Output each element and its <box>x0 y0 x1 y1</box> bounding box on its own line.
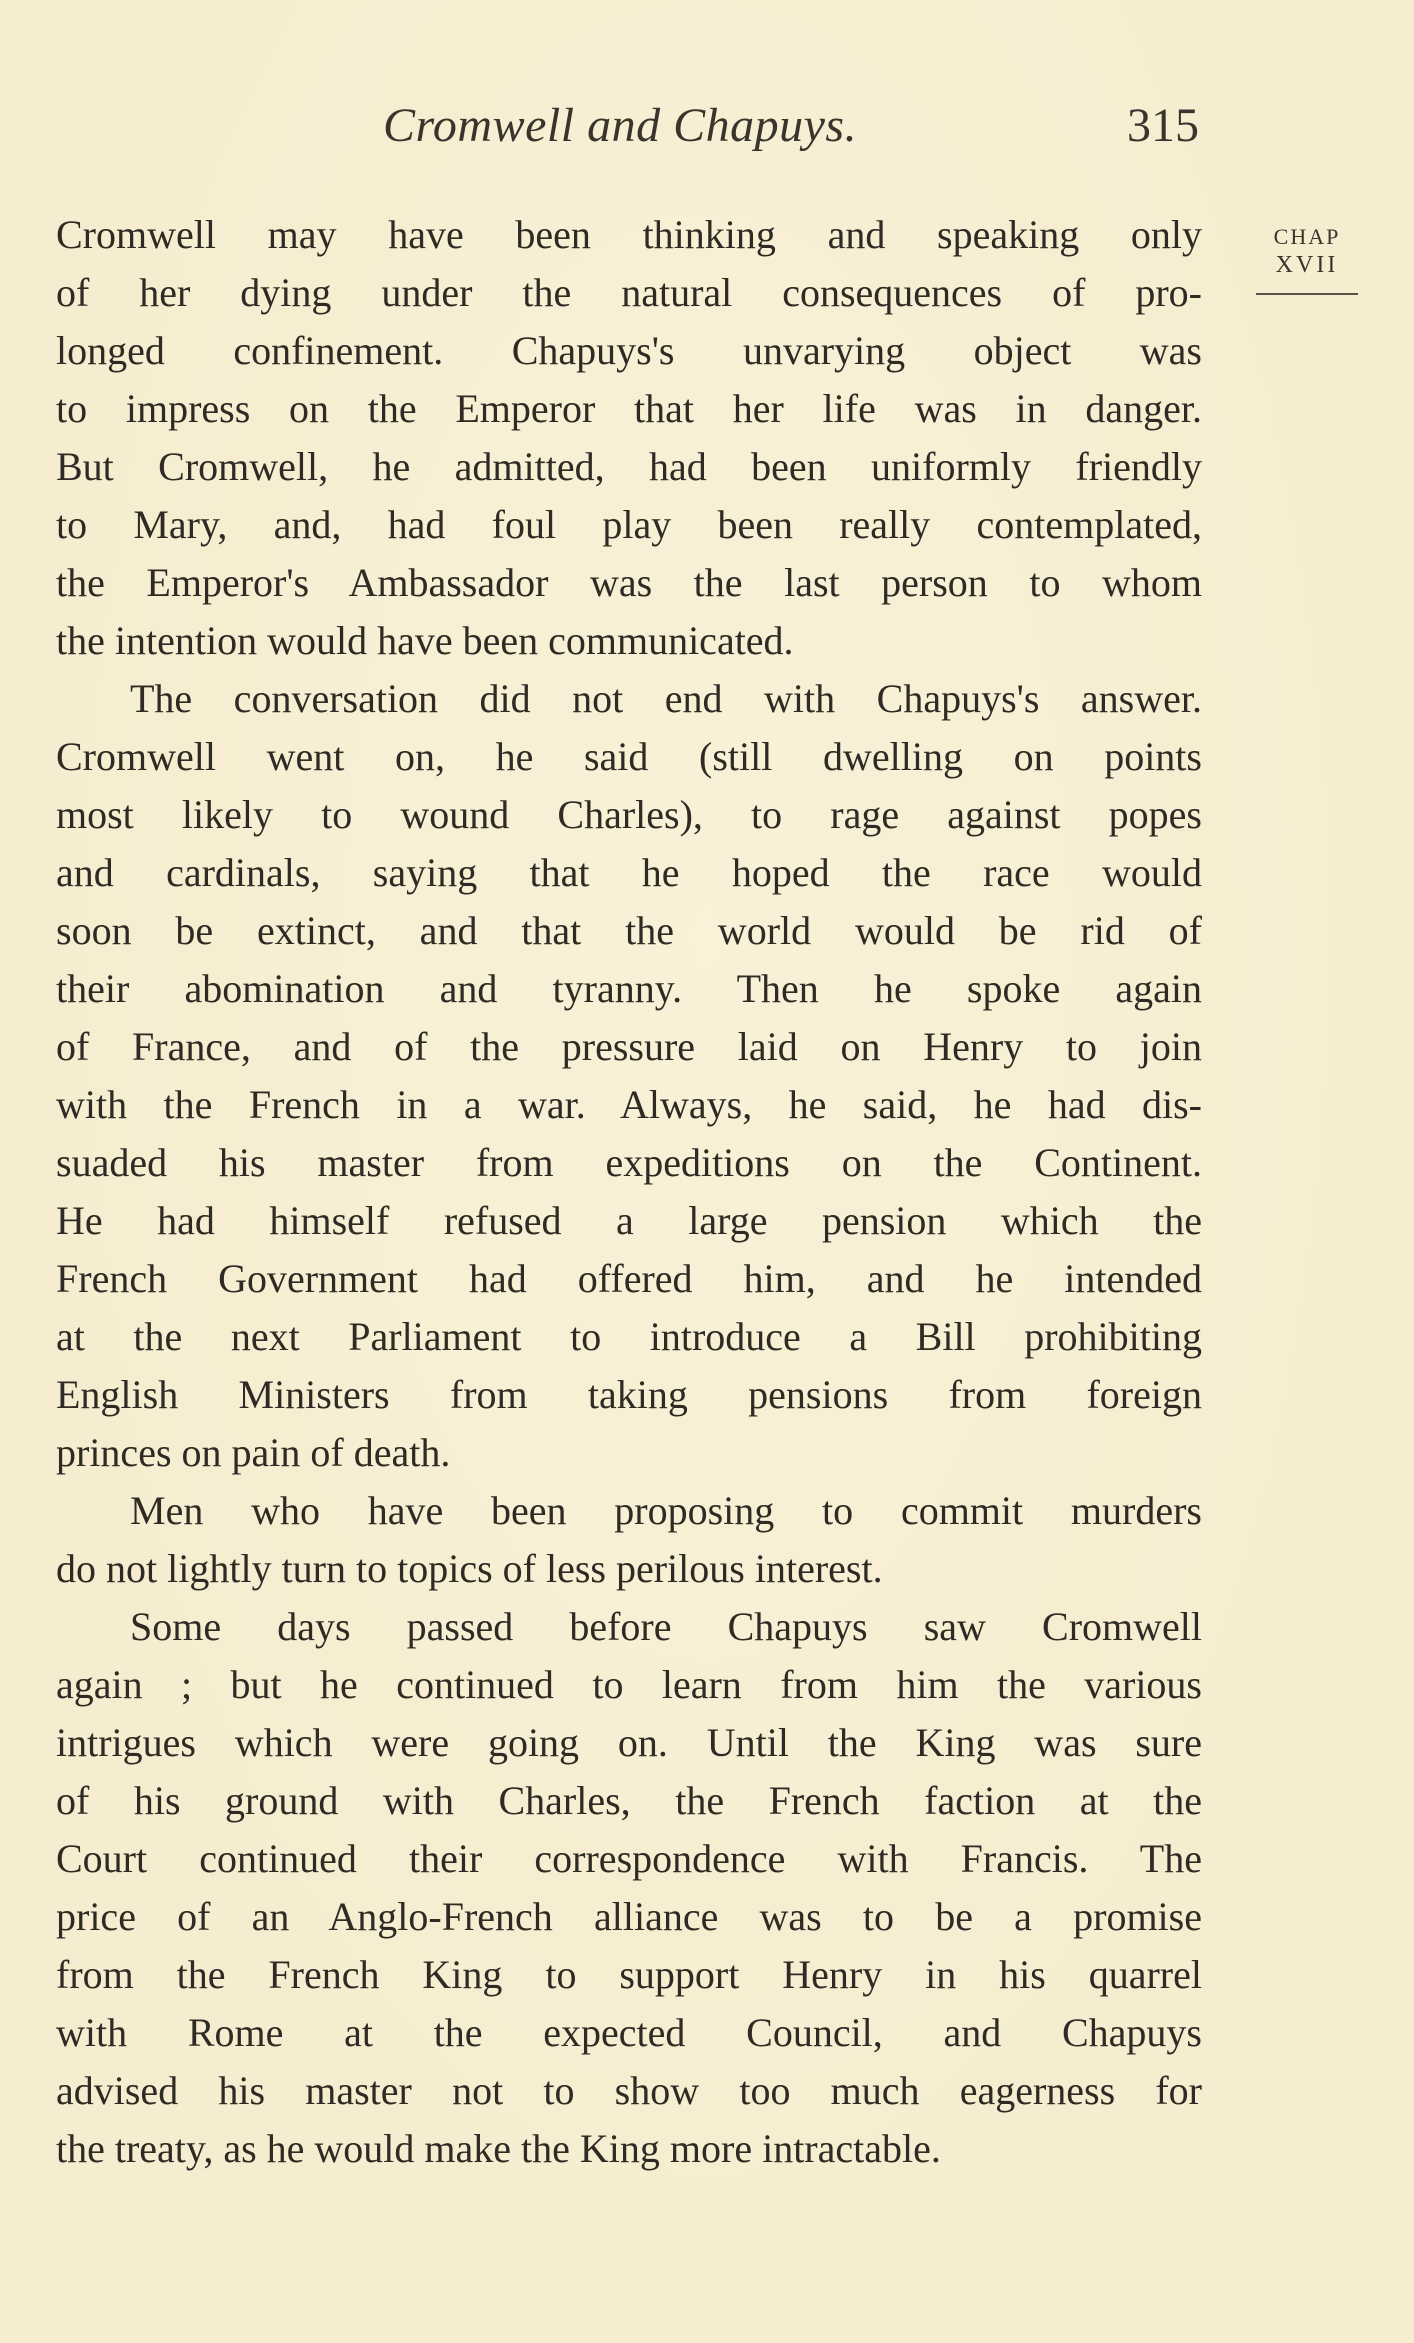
paragraph <box>56 1598 1202 2178</box>
body-text <box>56 206 1202 2178</box>
text-line: the intention would have been communicated. <box>56 618 794 663</box>
text-line: with the French in a war. Always, he said, he had dis- <box>56 1082 1202 1127</box>
paragraph <box>56 670 1202 1482</box>
text-line: with Rome at the expected Council, and Chapuys <box>56 2010 1202 2055</box>
paragraph <box>56 1482 1202 1598</box>
text-line: advised his master not to show too much eagerness for <box>56 2068 1202 2113</box>
text-line: longed confinement. Chapuys's unvarying object was <box>56 328 1202 373</box>
text-line: from the French King to support Henry in his quarrel <box>56 1952 1202 1997</box>
text-line: princes on pain of death. <box>56 1430 451 1475</box>
text-line: again ; but he continued to learn from him the various <box>56 1662 1202 1707</box>
text-line: at the next Parliament to introduce a Bill prohibiting <box>56 1314 1202 1359</box>
text-line: and cardinals, saying that he hoped the race would <box>56 850 1202 895</box>
text-line: of his ground with Charles, the French faction at the <box>56 1778 1202 1823</box>
text-line: Men who have been proposing to commit murders <box>130 1488 1202 1533</box>
text-line: soon be extinct, and that the world would be rid of <box>56 908 1202 953</box>
paragraph <box>56 206 1202 670</box>
text-line: of her dying under the natural consequences of pro- <box>56 270 1202 315</box>
text-line: most likely to wound Charles), to rage against popes <box>56 792 1202 837</box>
text-line: But Cromwell, he admitted, had been uniformly friendly <box>56 444 1202 489</box>
text-line: Court continued their correspondence with Francis. The <box>56 1836 1202 1881</box>
margin-rule <box>1256 293 1358 295</box>
text-line: English Ministers from taking pensions from foreign <box>56 1372 1202 1417</box>
text-line: do not lightly turn to topics of less perilous interest. <box>56 1546 883 1591</box>
text-line: intrigues which were going on. Until the King was sure <box>56 1720 1202 1765</box>
text-line: their abomination and tyranny. Then he spoke again <box>56 966 1202 1011</box>
text-line: French Government had offered him, and he intended <box>56 1256 1202 1301</box>
text-line: to impress on the Emperor that her life was in danger. <box>56 386 1202 431</box>
text-line: Some days passed before Chapuys saw Cromwell <box>130 1604 1202 1649</box>
text-line: to Mary, and, had foul play been really contemplated, <box>56 502 1202 547</box>
text-line: The conversation did not end with Chapuys's answer. <box>130 676 1202 721</box>
running-head <box>0 98 1414 168</box>
text-line: the treaty, as he would make the King more intractable. <box>56 2126 941 2171</box>
text-line: He had himself refused a large pension which the <box>56 1198 1202 1243</box>
chapter-number: XVII <box>1275 252 1339 278</box>
chapter-label: CHAP <box>1273 224 1341 249</box>
text-line: of France, and of the pressure laid on Henry to join <box>56 1024 1202 1069</box>
text-line: Cromwell went on, he said (still dwelling on points <box>56 734 1202 779</box>
running-title: Cromwell and Chapuys. <box>383 99 858 152</box>
text-line: price of an Anglo-French alliance was to be a promise <box>56 1894 1202 1939</box>
text-line: suaded his master from expeditions on the Continent. <box>56 1140 1202 1185</box>
text-line: the Emperor's Ambassador was the last person to whom <box>56 560 1202 605</box>
text-line: Cromwell may have been thinking and speaking only <box>56 212 1202 257</box>
page-number: 315 <box>1127 99 1199 152</box>
chapter-margin-note <box>1262 224 1352 295</box>
